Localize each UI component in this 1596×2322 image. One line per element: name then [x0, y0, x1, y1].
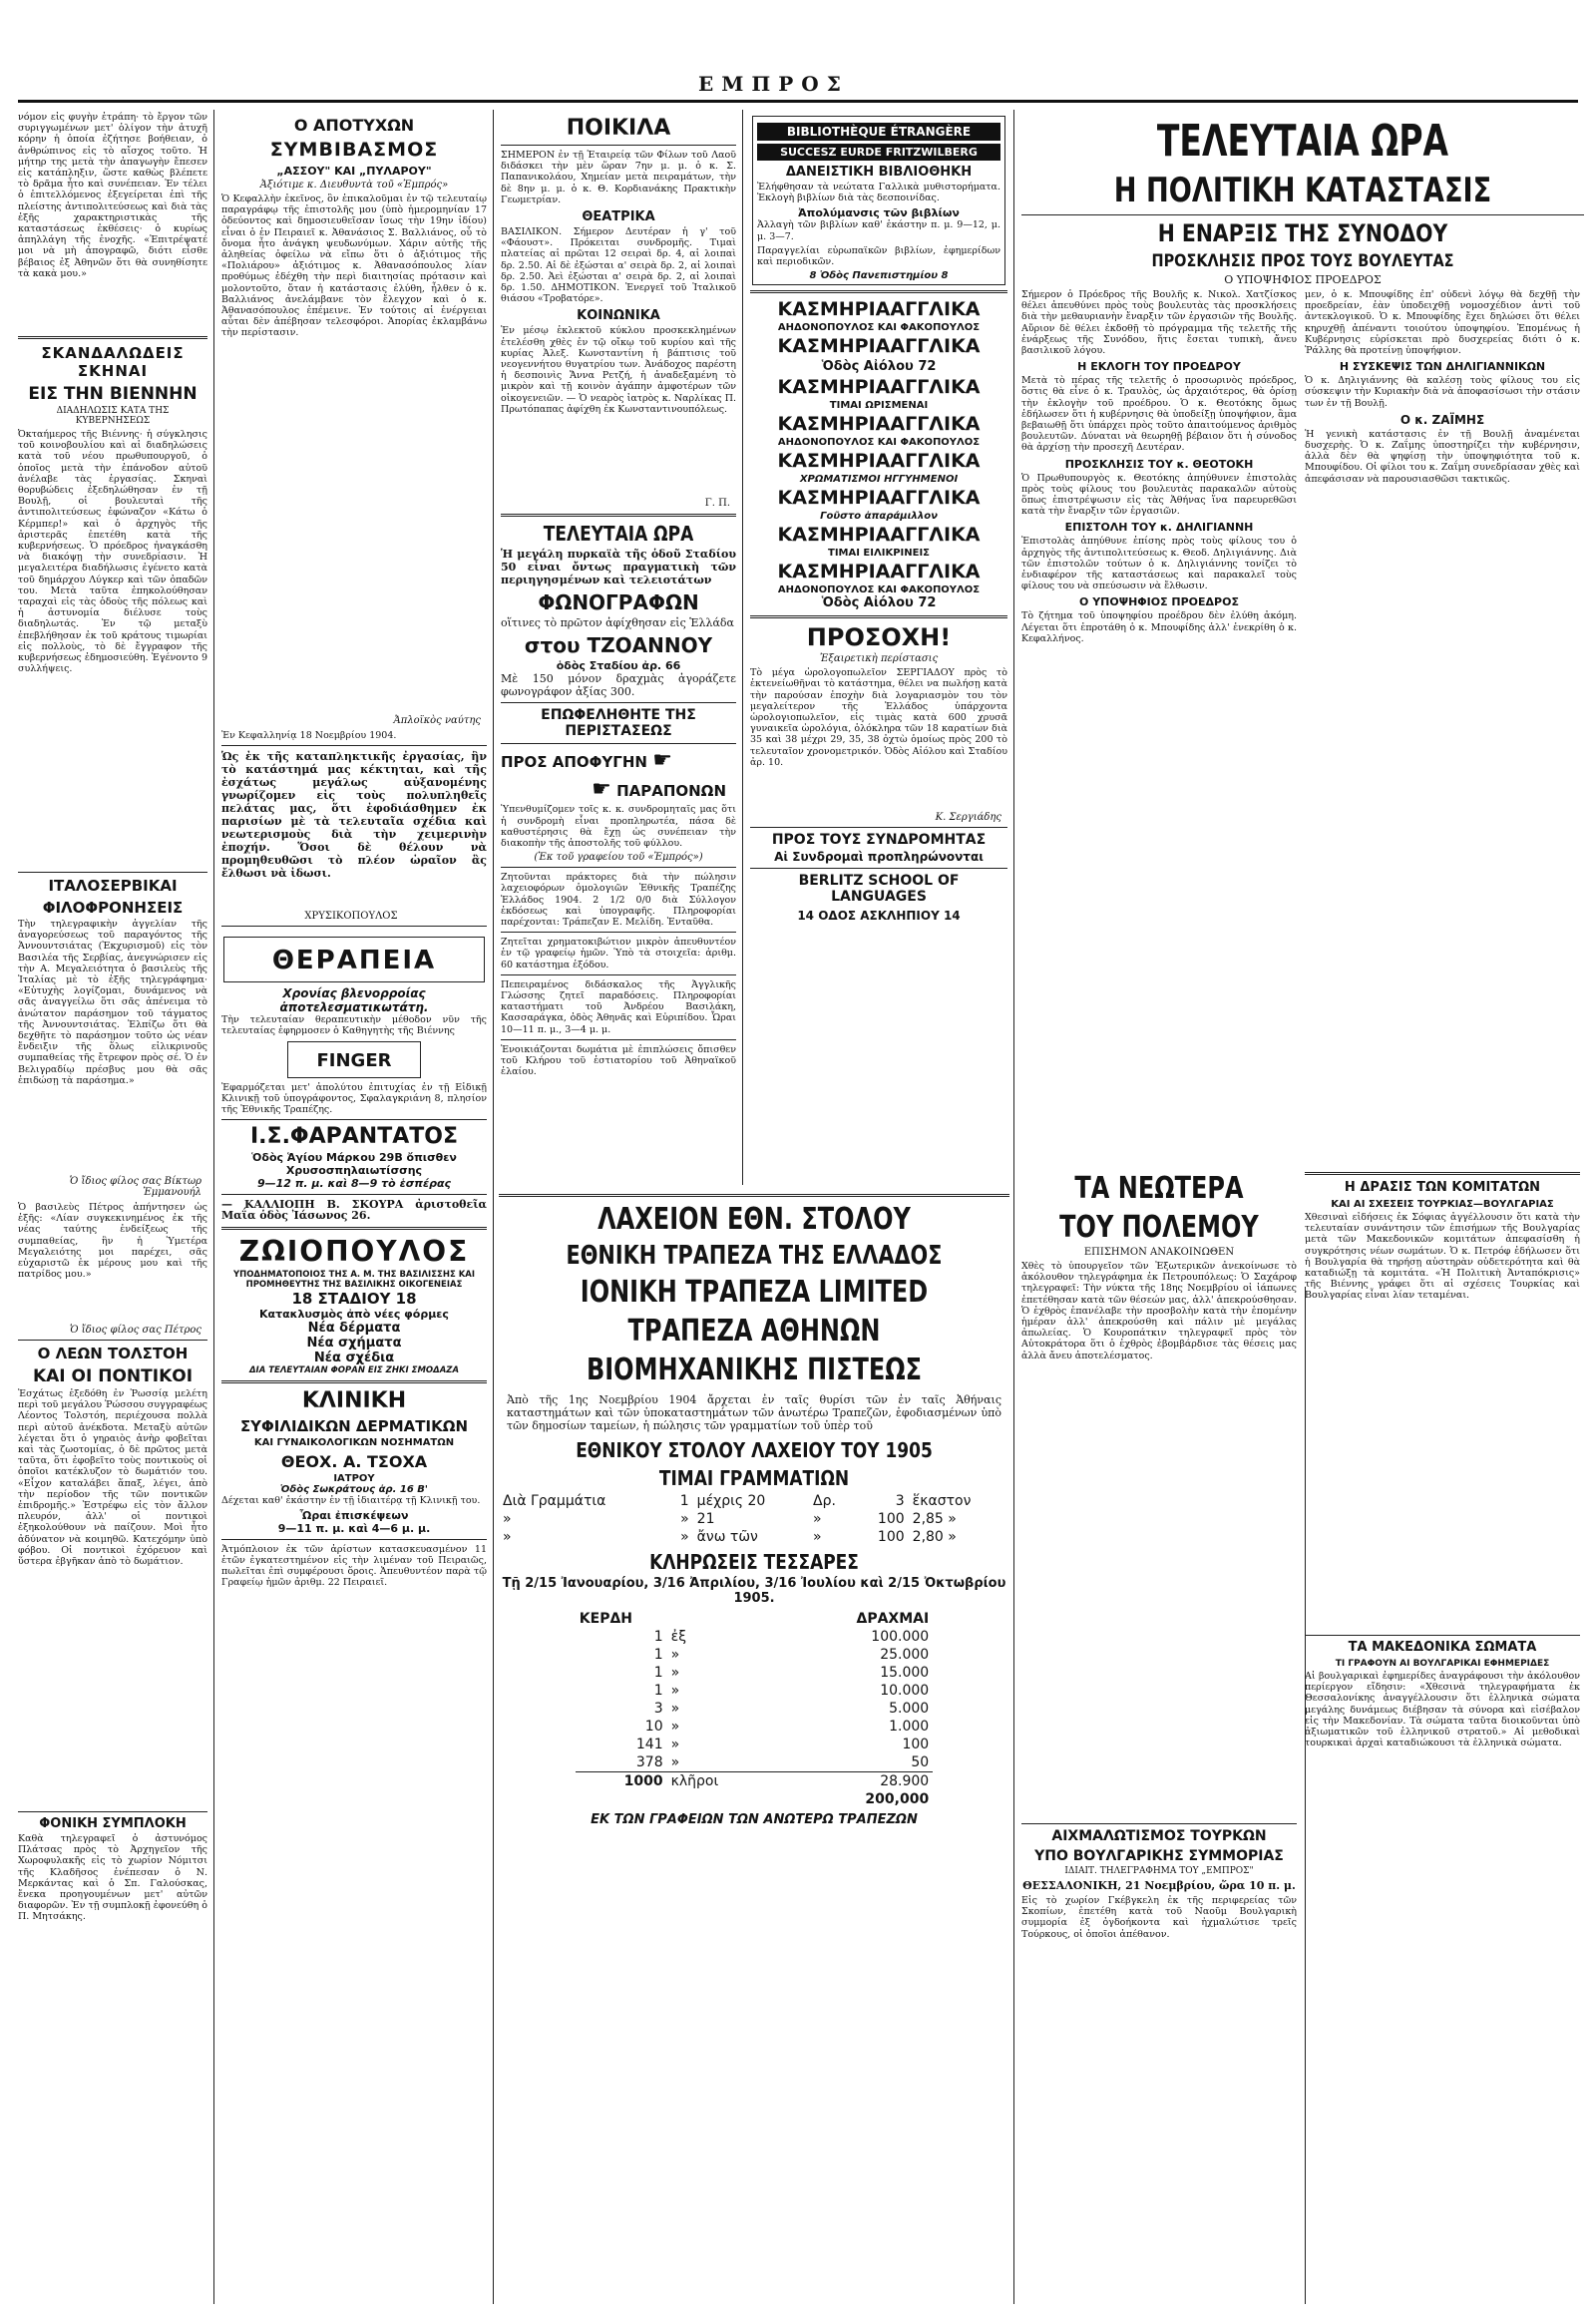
- signature: Κ. Σεργιάδης: [935, 812, 1001, 824]
- headline: ΚΑΙ ΟΙ ΠΟΝΤΙΚΟΙ: [32, 1366, 194, 1386]
- table-cell: 1.000: [889, 1719, 930, 1735]
- table-cell: 141: [635, 1737, 663, 1752]
- headline: ΘΕΑΤΡΙΚΑ: [582, 209, 655, 225]
- divider: [1305, 1172, 1580, 1175]
- divider: [221, 926, 487, 927]
- divider: [750, 827, 1007, 828]
- table-cell: 1: [653, 1629, 663, 1645]
- salutation: Ἀξιότιμε κ. Διευθυντὰ τοῦ «Ἐμπρός»: [259, 180, 449, 191]
- ad-line: 9—12 π. μ. καὶ 8—9 τὸ ἑσπέρας: [256, 1177, 452, 1191]
- table-row: [576, 1790, 933, 1808]
- article-text: Τὴν τηλεγραφικὴν ἀγγελίαν τῆς ἀναγορεύσεως τοῦ παραγόντος τῆς Ἀννουντσιάτας (Ἐκχυρισμοῦ) εἰς τὸν Βασιλέα τῆς Σερβίας, ἀνεγνώρισεν εἰς τὴν Α. Μεγαλειότητα ὁ βασιλεὺς τῆς Ἰταλίας μὲ τὸ ἑξῆς τηλεγράφημα· «Εὐτυχὴς λογίζομαι, δυνάμενος νὰ σᾶς ἀναγγείλω ὅτι σᾶς ἀπένειμα τὸ ἀνώτατον παράσημον τοῦ τάγματος τῆς Ἀννουντσιάτας. Ἐλπίζω ὅτι θὰ δεχθῆτε τὸ παράσημον τοῦτο ὡς νέαν ἔνδειξιν τῆς ὅλως εἰλικρινοῦς συμπαθείας τῆς ἔτρεφον πρὸς σέ. Ὁ ἐν Βελιγραδίῳ πρέσβυς μου θὰ σᾶς ἐπιδώσῃ τὰ παράσημα.»: [18, 919, 207, 1086]
- article-text: νόμον εἰς φυγὴν ἐτράπη· τὸ ἔργον τῶν συριγγωμένων μετ' ὀλίγον τὴν ἀτυχῆ κόρην ἡ ὁποία ἐζήτησε βοήθειαν, ὁ ἀνθρώπινος εἰς τὸ αἴσχος τοῦτο. Ἡ μήτηρ της μετὰ τὴν ἀπαγωγὴν ἔπεσεν εἰς κατάπληξιν, ὥστε καθὼς βλέπετε τὸ δρᾶμα ἦτο καὶ συνέπειαν. Ἐν τέλει ὁ ἐπιτελλόμενος ἐξεγείρεται ἐπὶ τῆς πλείστης ἀντιπολιτεύσεως καὶ διὰ τὰς ἐξῆς χαρακτηριστικὰς τῆς καταστάσεως ἐκθέσεις· ὁ κυρίως ἀπηλλάγη τῆς ἐνοχῆς. «Ἐπιτρέψατέ μοι νὰ μὴ ἀπογραφῶ, διότι εἶσθε βέβαιος ἐξ Ἀθηνῶν ὅτι θὰ συνηθίσητε τὰ κακὰ μου.»: [18, 112, 207, 279]
- table-cell: »: [670, 1647, 680, 1663]
- table-cell: 100: [877, 1511, 905, 1527]
- column-header: ΚΕΡΔΗ: [579, 1611, 633, 1627]
- subheadline: Ἐξαιρετικὴ περίστασις: [819, 653, 939, 665]
- headline: ΙΤΑΛΟΣΕΡΒΙΚΑΙ: [48, 877, 178, 895]
- table-cell: 50: [911, 1754, 930, 1770]
- masthead-rule: [18, 100, 1578, 103]
- table-cell: 200,000: [865, 1791, 930, 1807]
- dateline: ΘΕΣΣΑΛΟΝΙΚΗ, 21 Νοεμβρίου, ὥρα 10 π. μ.: [1022, 1879, 1296, 1892]
- headline: ΕΠΩΦΕΛΗΘΗΤΕ ΤΗΣ ΠΕΡΙΣΤΑΣΕΩΣ: [541, 707, 696, 740]
- article-text: Σήμερον ὁ Πρόεδρος τῆς Βουλῆς κ. Νικολ. Χατζίσκος θέλει ἀπευθύνει πρὸς τοὺς βουλευτὰς τὰς προσκλήσεις διὰ τὴν μεθαυριανὴν ἔναρξιν τῶν ἐργασιῶν τῆς Βουλῆς. Αὔριον δὲ θέλει ἐκδοθῇ τὸ πρόγραμμα τῆς τελετῆς τῆς ἐνάρξεως τῆς Συνόδου, ἥτις ἔσεται τυπικὴ, ἄνευ βασιλικοῦ λόγου.: [1021, 289, 1297, 357]
- pointing-hand-icon: ☛: [592, 777, 611, 803]
- article-text: ΣΗΜΕΡΟΝ ἐν τῇ Ἑταιρείᾳ τῶν Φίλων τοῦ Λαοῦ διδάσκει τὴν μὲν ὥραν 7ην μ. μ. ὁ κ. Σ. Παπανικολάου, Χημείαν μετὰ πειραμάτων, τὴν δὲ 8ην μ. μ. ὁ κ. Θ. Κορδιανάκης Πρακτικὴν Γεωμετρίαν.: [501, 150, 736, 205]
- ad-line: Ὁδὸς Αἰόλου 72: [821, 359, 937, 375]
- library-advertisement: [752, 116, 1005, 285]
- headline: Ο ΛΕΩΝ ΤΟΛΣΤΟΗ: [37, 1345, 189, 1362]
- headline: ΠΡΟΣΟΧΗ!: [806, 623, 952, 652]
- signature: Ἀπλοϊκὸς ναύτης: [393, 715, 481, 726]
- divider: [501, 702, 736, 703]
- ad-brand: ΚΑΣΜΗΡΙΑΑΓΓΛΙΚΑ: [777, 413, 981, 436]
- bank-name: ΙΟΝΙΚΗ ΤΡΑΠΕΖΑ LIMITED: [580, 1275, 929, 1310]
- article-text: Ὁ Κεφαλλὴν ἐκεῖνος, ὃν ἐπικαλοῦμαι ἐν τῷ τελευταίῳ παραγράφῳ τῆς ἐπιστολῆς μου (ὑπὸ ἡμερομηνίαν 17 ὀδεύοντος καὶ δημοσιευθεῖσαν ἴσως τὴν 19ην ἰδίου) εἶναι ὁ ἐν Πειραιεῖ κ. Ἀθανάσιος Σ. Βαλλιάνος, οὗ τὸ ὄνομα ἦτο ἀνάγκη ψευδωνύμων. Χάριν αὐτῆς τῆς ἀληθείας ὀφείλω νὰ εἴπω ὅτι ὁ ἀξιότιμος τῆς «Πολιάρου» ἀξιότιμος κ. Ἀθανασόπουλος λίαν προθύμως ἐδέχθη τὴν περὶ διαιτησίας πρότασιν καὶ μολοντοῦτο, ὅταν ἡ κατάστασις ἐλύθη, ἦλθεν ὁ κ. Βαλλιάνος ἀνελάμβανε τὸν ἔλεγχον καὶ ὁ κ. Ἀθανασόπουλος ἐπέμεινε. Ἐν τούτοις αἱ ἐνέργειαι αὗται δὲν ἀπέβησαν τελεσφόροι. Ἀπορίας ἐκλαμβάνω τὴν περίστασιν.: [221, 194, 487, 339]
- article-text: Ὁ Πρωθυπουργὸς κ. Θεοτόκης ἀπηύθυνεν ἐπιστολὰς πρὸς τοὺς φίλους του βουλευτὰς παρακαλῶν αὐτοὺς ὅπως ἐπιστρέψωσιν εἰς τὰς Ἀθήνας ἵνα παρευρεθῶσι κατὰ τὴν ἔναρξιν τῶν ἐργασιῶν.: [1021, 472, 1297, 518]
- headline: ΚΛΙΝΙΚΗ: [301, 1387, 407, 1413]
- column-rule: [213, 110, 214, 2304]
- cashmere-ad: [750, 376, 1007, 411]
- table-cell: »: [670, 1701, 680, 1717]
- article-right: [1305, 289, 1580, 1167]
- table-cell: 100.000: [871, 1629, 930, 1645]
- column-5: [1021, 112, 1584, 2306]
- classified-text: Ζητεῖται χρηματοκιβώτιον μικρὸν ἀπευθυντέον ἐν τῷ γραφείῳ ἡμῶν. Ὑπὸ τὰ στοιχεῖα: ἀριθμ. 60 κατάστημα ἐξόδου.: [501, 937, 736, 970]
- divider: [18, 872, 207, 873]
- advertiser: ΧΡΥΣΙΚΟΠΟΥΛΟΣ: [304, 911, 398, 923]
- footer-line: ΕΚ ΤΩΝ ΓΡΑΦΕΙΩΝ ΤΩΝ ΑΝΩΤΕΡΩ ΤΡΑΠΕΖΩΝ: [591, 1812, 918, 1827]
- lottery-advertisement: [499, 1189, 1009, 2296]
- table-row: [576, 1664, 933, 1682]
- article-text: Ἐν μέσῳ ἐκλεκτοῦ κύκλου προσκεκλημένων ἐτελέσθη χθὲς ἐν τῷ οἴκῳ τοῦ κυρίου καὶ τῆς κυρίας Ἀλεξ. Κωνσταντίνη ἡ βάπτισις τοῦ νεογεννήτου θυγατρίου των. Ἀνάδοχος παρέστη ἡ δεσποινὶς Ἄννα Ρετζή, ἡ ἀναδεξαμένη τὸ μικρὸν καὶ τῇ κοινὸν ἀγάπην ἀμφοτέρων τῶν οἰκογενειῶν. — Ὁ νεαρὸς ἰατρὸς κ. Ναρλίκας Π. Πρωτόπαπας ἀφίχθη ἐκ Κωνσταντινουπόλεως.: [501, 325, 736, 415]
- table-row: [576, 1736, 933, 1753]
- headline: ΠΡΟΣΚΛΗΣΙΣ ΤΟΥ κ. ΘΕΟΤΟΚΗ: [1064, 457, 1254, 471]
- headline: ΛΑΧΕΙΟΝ ΕΘΝ. ΣΤΟΛΟΥ: [598, 1202, 911, 1237]
- column-4: [750, 112, 1007, 1184]
- divider: [221, 1227, 487, 1230]
- divider: [221, 1539, 487, 1540]
- table-row: [576, 1646, 933, 1664]
- table-cell: ἄνω τῶν: [696, 1529, 758, 1545]
- headline: ΕΠΙΣΤΟΛΗ ΤΟΥ κ. ΔΗΛΙΓΙΑΝΝΗ: [1064, 521, 1254, 535]
- table-cell: 28.900: [880, 1773, 930, 1789]
- headline: ΤΑ ΝΕΩΤΕΡΑ: [1074, 1171, 1244, 1206]
- headline: ΤΟΥ ΠΟΛΕΜΟΥ: [1059, 1210, 1259, 1245]
- headline: ΣΚΑΝΔΑΛΩΔΕΙΣ ΣΚΗΝΑΙ: [41, 344, 185, 380]
- cashmere-ad: [750, 524, 1007, 559]
- column-rule: [742, 110, 743, 1185]
- masthead: [0, 0, 1596, 120]
- column-1: [18, 112, 207, 2306]
- divider: [501, 974, 736, 975]
- table-cell: »: [670, 1665, 680, 1681]
- article-text: Εἰς τὸ χωρίον Γκέβγκελη ἐκ τῆς περιφερείας τῶν Σκοπίων, ἐπετέθη κατὰ τοῦ Ναοῦμ Βουλγαρικὴ συμμορία ἐξ ὀγδοήκοντα καὶ ἠχμαλώτισε τρεῖς Τούρκους, οἱ ὁποῖοι ἀπέθανον.: [1021, 1895, 1297, 1940]
- lottery-intro: Ἀπὸ τῆς 1ης Νοεμβρίου 1904 ἄρχεται ἐν ταῖς θυρίσι τῶν ἐν ταῖς Ἀθήναις καταστημάτων καὶ τῶν ὑποκαταστημάτων τῶν ἀνωτέρω Τραπεζῶν, ἐφοδιασμένων ὑπὸ τῶν δημοσίων ταμείων, ἡ πώλησις τῶν γραμματίων τοῦ ὑπὲρ τοῦ: [507, 1393, 1001, 1432]
- advertisement-text: Μὲ 150 μόνον δραχμὰς ἀγοράζετε φωνογράφον ἀξίας 300.: [501, 672, 736, 699]
- classified-text: Ἐνοικιάζονται δωμάτια μὲ ἐπιπλώσεις ὄπισθεν τοῦ Κλήρου τοῦ ἑστιατορίου τοῦ Ἀθηναϊκοῦ ἐλαίου.: [501, 1043, 736, 1078]
- subheadline: ΠΡΟΣΚΛΗΣΙΣ ΠΡΟΣ ΤΟΥΣ ΒΟΥΛΕΥΤΑΣ: [1151, 251, 1454, 271]
- headline: στου ΤΖΟΑΝΝΟΥ: [524, 633, 713, 658]
- article-text: Χθεσιναὶ εἰδήσεις ἐκ Σόφιας ἀγγέλλουσιν ὅτι κατὰ τὴν τελευταίαν συνάντησιν τῶν ἐπισήμων τῆς Βουλγαρίας μετὰ τῶν Μακεδονικῶν κομιτάτων ἀπεφασίσθη ἡ συγκρότησις νέων σωμάτων. Ὁ κ. Πετρόφ ἐδήλωσεν ὅτι ἡ Βουλγαρία θὰ τηρήσῃ αὐστηρὰν οὐδετερότητα καὶ θὰ καταδιώξῃ τὰ κομιτάτα. «Ἡ Πολιτικὴ Ἀνταπόκρισις» τῆς Βιέννης γράφει ὅτι αἱ σχέσεις Τουρκίας καὶ Βουλγαρίας εἶναι λίαν τεταμέναι.: [1305, 1212, 1580, 1302]
- article-text: Τὸ ζήτημα τοῦ ὑποψηφίου προέδρου δὲν ἐλύθη ἀκόμη. Λέγεται ὅτι ἐπροτάθη ὁ κ. Μπουφίδης ἀλλ' ἐνεκρίθη ὁ κ. Κεφαλλήνος.: [1021, 610, 1297, 644]
- advertisement-text: Τὸ μέγα ὡρολογοπωλεῖον ΣΕΡΓΙΑΔΟΥ πρὸς τὸ ἐκτενείωθῆναι τὸ κατάστημα, θέλει να πωλήσῃ κατὰ τὴν παρούσαν ἐποχὴν διὰ λογαριασμὸν του τὸν μεγαλείτερον τῆς Ἑλλάδος ὑπάρχοντα ὡρολογιοπωλεῖον, εἰς τιμὰς κατὰ 600 χρυσᾶ γυναικεῖα ὡρολόγια, ὁλόκληρα τῶν 18 καρατίων διὰ 35 καὶ 38 μέχρι 29, 35, 38 ὀχτὼ ὁμοίως πρὸς 200 τὸ τελευταῖον χρονομετρικόν. Ὁδὸς Αἰόλου καὶ Σταδίου ἀρ. 10.: [750, 667, 1007, 768]
- table-cell: 1: [653, 1683, 663, 1699]
- table-cell: μέχρις 20: [696, 1493, 766, 1509]
- table-row: [576, 1628, 933, 1646]
- headline: ΠΟΙΚΙΛΑ: [566, 116, 671, 141]
- subheadline: 14 ΟΔΟΣ ΑΣΚΛΗΠΙΟΥ 14: [797, 909, 961, 924]
- headline: Η ΕΚΛΟΓΗ ΤΟΥ ΠΡΟΕΔΡΟΥ: [1077, 360, 1241, 374]
- ad-line: ΧΡΩΜΑΤΙΣΜΟΙ ΗΓΓΥΗΜΕΝΟΙ: [799, 474, 959, 486]
- newspaper-title: ΕΜΠΡΟΣ: [698, 72, 849, 96]
- headline: ΦΟΝΙΚΗ ΣΥΜΠΛΟΚΗ: [39, 1816, 187, 1831]
- headline: [501, 777, 736, 802]
- advertisement-text: Ἀλλαγὴ τῶν βιβλίων καθ' ἑκάστην π. μ. 9—12, μ. μ. 3—7.: [757, 219, 1000, 242]
- headline: Ο ΥΠΟΨΗΦΙΟΣ ΠΡΟΕΔΡΟΣ: [1079, 595, 1239, 609]
- table-cell: 3: [653, 1701, 663, 1717]
- column-2: [221, 112, 487, 2306]
- divider: [18, 1340, 207, 1341]
- table-cell: 5.000: [889, 1701, 930, 1717]
- table-cell: »: [670, 1737, 680, 1752]
- headline: Η ΔΡΑΣΙΣ ΤΩΝ ΚΟΜΙΤΑΤΩΝ: [1344, 1180, 1541, 1195]
- divider: [221, 1194, 487, 1195]
- table-cell: κλῆροι: [670, 1773, 719, 1789]
- column-rule: [1013, 110, 1014, 2304]
- table-row: [576, 1682, 933, 1700]
- article-text: Χθὲς τὸ ὑπουργεῖον τῶν Ἐξωτερικῶν ἀνεκοίνωσε τὸ ἀκόλουθον τηλεγράφημα ἐκ Πετρουπόλεως: Ὁ Σαχάροφ τηλεγραφεῖ: Τὴν νύκτα τῆς 18ης Νοεμβρίου οἱ ἰάπωνες ἐπετέθησαν κατὰ τῶν θέσεών μας, ἀλλ' ἀπεκρούσθησαν. Ὁ ἐχθρὸς ἐπανέλαβε τὴν προσβολὴν κατὰ τὴν ἑπομένην ἡμέραν ἀλλ' ἀπεκρούσθη καὶ πάλιν μὲ μεγάλας ἀπωλείας. Ὁ Κουροπάτκιν τηλεγραφεῖ πρὸς τὸν Αὐτοκράτορα ὅτι ὁ ἐχθρὸς ἐβομβάρδισε τὰς θέσεις μας ἀλλὰ ἄνευ ἀποτελέσματος.: [1021, 1261, 1297, 1361]
- column-rule: [493, 110, 494, 2304]
- table-cell: »: [813, 1511, 822, 1527]
- macedonia-news: [1305, 1167, 1580, 2184]
- article-text: Ὑπενθυμίζομεν τοῖς κ. κ. συνδρομηταῖς μας ὅτι ἡ συνδρομὴ εἶναι προπληρωτέα, πάσα δὲ καθυστέρησις θὰ ἔχῃ ὡς συνέπειαν τὴν διακοπὴν τῆς ἀποστολῆς τοῦ φύλλου.: [501, 804, 736, 850]
- ad-line: ΤΙΜΑΙ ΕΙΛΙΚΡΙΝΕΙΣ: [828, 548, 930, 560]
- table-row: [576, 1718, 933, 1736]
- table-cell: 1: [679, 1493, 689, 1509]
- ad-line: ΑΗΔΟΝΟΠΟΥΛΟΣ ΚΑΙ ΦΑΚΟΠΟΥΛΟΣ: [777, 437, 981, 449]
- advertisement-text: Ἐφαρμόζεται μετ' ἀπολύτου ἐπιτυχίας ἐν τῇ Εἰδικῇ Κλινικῇ τοῦ ὑπογράφοντος, Σφαλαγκριάνη 8, πλησίον τῆς Ἐθνικῆς Τραπέζης.: [221, 1081, 487, 1116]
- divider: [501, 932, 736, 933]
- cashmere-ad: [750, 561, 1007, 595]
- ad-line: ΑΗΔΟΝΟΠΟΥΛΟΣ ΚΑΙ ΦΑΚΟΠΟΥΛΟΣ: [777, 322, 981, 334]
- article-text: Αἱ βουλγαρικαὶ ἐφημερίδες ἀναγράφουσι τὴν ἀκόλουθον περίεργον εἴδησιν: «Χθεσινὰ τηλεγραφήματα ἐκ Θεσσαλονίκης ἀναγγέλλουσιν ὅτι ἑλληνικὰ σώματα μεγάλης δυνάμεως διέβησαν τὰ σύνορα καὶ εἰσέβαλον εἰς τὴν Μακεδονίαν. Τὰ σώματα ταῦτα διοικοῦνται ὑπὸ ἀξιωματικῶν τοῦ ἑλληνικοῦ στρατοῦ.» Αἱ μεθοδικαὶ τουρκικαὶ ἀρχαὶ καταδιώκουσι τὰ ἑλληνικὰ σώματα.: [1305, 1671, 1580, 1749]
- table-cell: 378: [635, 1754, 663, 1770]
- table-cell: 2,85 »: [912, 1511, 957, 1527]
- table-cell: 1: [653, 1665, 663, 1681]
- table-cell: 2,80 »: [912, 1529, 957, 1545]
- headline: BERLITZ SCHOOL OF LANGUAGES: [798, 873, 960, 906]
- ad-line: Κατακλυσμὸς ἀπὸ νέες φόρμες: [259, 1307, 449, 1321]
- table-row: [499, 1528, 1009, 1546]
- ad-line: ΔΙΑ ΤΕΛΕΥΤΑΙΑΝ ΦΟΡΑΝ ΕΙΣ ΖΗΚΙ ΣΜΟΔΑΖΑ: [248, 1364, 460, 1375]
- article-text: Ὁ κ. Δηλιγιάννης θὰ καλέσῃ τοὺς φίλους του εἰς σύσκεψιν τὴν Κυριακὴν διὰ νὰ ἀποφασίσωσι τὴν στάσιν των ἐν τῇ Βουλῇ.: [1305, 375, 1580, 409]
- table-row: [499, 1492, 1009, 1510]
- headline: ΤΑ ΜΑΚΕΔΟΝΙΚΑ ΣΩΜΑΤΑ: [1348, 1640, 1537, 1655]
- article-text: ΒΑΣΙΛΙΚΟΝ. Σήμερον Δευτέραν ἡ γ' τοῦ «Φάουστ». Πρόκειται συνδρομῆς. Τιμαὶ πλατείας αἱ πρῶται 12 σειραὶ δρ. 4, αἱ λοιπαὶ δρ. 2.50. Αἱ δὲ ἐξώσται α' σειρὰ δρ. 2, αἱ λοιπαὶ δρ. 2.50. Ἀεὶ ἐξώσται α' σειρὰ δρ. 2, αἱ λοιπαὶ δρ. 1.50. ΔΗΜΟΤΙΚΟΝ. Ἐνεργεῖ τοῦ Ἰταλικοῦ θιάσου «Τροβατόρε».: [501, 226, 736, 305]
- table-cell: Δρ.: [813, 1493, 836, 1509]
- table-cell: 1000: [623, 1773, 663, 1789]
- signature: Γ. Π.: [704, 498, 730, 510]
- ad-line: 9—11 π. μ. καὶ 4—6 μ. μ.: [277, 1521, 431, 1535]
- ad-line: Χρονίας βλενορροίας ἀποτελεσματικωτάτη.: [279, 986, 429, 1015]
- headline: ΤΕΛΕΥΤΑΙΑ ΩΡΑ: [543, 522, 694, 547]
- ad-brand: ΚΑΣΜΗΡΙΑΑΓΓΛΙΚΑ: [777, 335, 981, 358]
- bank-name: ΤΡΑΠΕΖΑ ΑΘΗΝΩΝ: [627, 1314, 881, 1349]
- table-header: [576, 1610, 933, 1628]
- headline: Ο ΑΠΟΤΥΧΩΝ: [293, 116, 415, 135]
- headline: ΔΑΝΕΙΣΤΙΚΗ ΒΙΒΛΙΟΘΗΚΗ: [785, 165, 973, 180]
- table-total-row: [576, 1772, 933, 1791]
- divider: [221, 1119, 487, 1120]
- divider: [1305, 1635, 1580, 1636]
- headline: Η ΠΟΛΙΤΙΚΗ ΚΑΤΑΣΤΑΣΙΣ: [1113, 171, 1492, 210]
- bank-name: ΕΘΝΙΚΗ ΤΡΑΠΕΖΑ ΤΗΣ ΕΛΛΑΔΟΣ: [566, 1241, 943, 1271]
- article-text: Ἐσχάτως ἐξεδόθη ἐν Ῥωσσίᾳ μελέτη περὶ τοῦ μεγάλου Ῥώσσου συγγραφέως Λέοντος Τολστόη, περιέχουσα πολλὰ περὶ αὐτοῦ ἀνέκδοτα. Μεταξὺ αὐτῶν λέγεται ὅτι ὁ γηραιὸς ἀνὴρ φοβεῖται καὶ τὰς ζωοτομίας, ὁ δὲ πρῶτος μετὰ ταῦτα, ὅτι ἐφοβεῖτο τοὺς ποντικοὺς οἱ ὁποῖοι κατέκλυζον τὸ δωμάτιόν του. «Εἶχον καταλάβει ἅπαξ, λέγει, ἀπὸ τὴν περίοδον τῆς τῶν ποντικῶν ἐπιδρομῆς.» Ἐστρέφω εἰς τὸν ἄλλον πλευρόν, ἀλλ' οἱ ποντικοὶ ἐξηκολούθουν νὰ παίζουν. Μοὶ ἦτο ἀδύνατον νὰ κοιμηθῶ. Κατεχόμην ὑπὸ φόβου. Οἱ ποντικοὶ ἐχόρευον καὶ ὕστερα ἐβγῆκαν ἀπὸ τὸ δωμάτιον.: [18, 1388, 207, 1568]
- table-row: [499, 1510, 1009, 1528]
- article-text: μεν, ὁ κ. Μπουφίδης ἐπ' οὐδενὶ λόγῳ θὰ δεχθῇ τὴν προεδρείαν, ἐὰν ὑποδειχθῇ νομοσχέδιον ἀντὶ τοῦ ἀντεκλογικοῦ. Ὁ κ. Μπουφίδης ἔχει δηλώσει ὅτι θέλει κηρυχθῇ ἀπέναντι τοιούτου ὑποψηφίου. Ἐπομένως ἡ Κυβέρνησις εὑρίσκεται πρὸ δυσχερείας διότι ὁ κ. Ῥάλλης θὰ προτείνῃ ὑποψήφιον.: [1305, 289, 1580, 357]
- table-cell: 15.000: [880, 1665, 930, 1681]
- signature: Ὁ ἴδιος φίλος σας Πέτρος: [70, 1325, 201, 1336]
- ad-banner: SUCCESZ EURDE FRITZWILBERG: [757, 144, 1000, 161]
- table-cell: 100: [902, 1737, 930, 1752]
- table-cell: 25.000: [880, 1647, 930, 1663]
- advertisement-text: Ἡ μεγάλη πυρκαϊὰ τῆς ὁδοῦ Σταδίου 50 εἶναι ὄντως πραγματικὴ τῶν περιηγησμένων καὶ τελειοτάτων: [501, 548, 736, 587]
- table-cell: 1: [653, 1647, 663, 1663]
- advertisement-text: οἵτινες τὸ πρῶτον ἀφίχθησαν εἰς Ἑλλάδα: [501, 616, 734, 630]
- ad-line: Ὁδὸς Ἁγίου Μάρκου 29Β ὄπισθεν Χρυσοσπηλαιωτίσσης: [251, 1151, 457, 1178]
- divider: [1021, 1823, 1297, 1824]
- ad-brand: ΚΑΣΜΗΡΙΑΑΓΓΛΙΚΑ: [777, 487, 981, 510]
- table-cell: 100: [877, 1529, 905, 1545]
- headline: ΦΙΛΟΦΡΟΝΗΣΕΙΣ: [42, 899, 184, 917]
- table-cell: »: [503, 1529, 512, 1545]
- table-row: [576, 1700, 933, 1718]
- table-cell: 10: [644, 1719, 663, 1735]
- classified-text: Ζητοῦνται πράκτορες διὰ τὴν πώλησιν λαχειοφόρων ὁμολογιῶν Ἐθνικῆς Τραπέζης Ἑλλάδος 1904. 2 1/2 0/0 διὰ Σύλλογον ἐκδόσεως καὶ ὑπογραφῆς. Πληροφορίαι παρέχονται: Τράπεζαν Ε. Μελίδη. Ἐνταῦθα.: [501, 872, 736, 929]
- table-cell: Διὰ Γραμμάτια: [503, 1493, 606, 1509]
- ad-brand: ΚΑΣΜΗΡΙΑΑΓΓΛΙΚΑ: [777, 524, 981, 547]
- notice-source: (Ἐκ τοῦ γραφείου τοῦ «Ἐμπρός»): [534, 852, 703, 864]
- divider: [501, 743, 736, 744]
- divider: [221, 745, 487, 746]
- advertisement-box: [223, 937, 485, 982]
- table-cell: »: [503, 1511, 512, 1527]
- headline: ΠΡΟΣ ΤΟΥΣ ΣΥΝΔΡΟΜΗΤΑΣ: [771, 832, 987, 849]
- headline: ΖΩΙΟΠΟΥΛΟΣ: [238, 1234, 470, 1268]
- headline: ΣΥΜΒΙΒΑΣΜΟΣ: [269, 139, 439, 161]
- advertisement-box: [287, 1041, 421, 1078]
- divider: [501, 1039, 736, 1040]
- table-cell: »: [680, 1529, 689, 1545]
- ad-line: Ὁδὸς Σωκράτους ἀρ. 16 Β': [280, 1483, 428, 1495]
- ad-line: Ὁδὸς Αἰόλου 72: [821, 595, 937, 611]
- subheadline: Ο ΥΠΟΨΗΦΙΟΣ ΠΡΟΕΔΡΟΣ: [1224, 273, 1382, 286]
- subheadline: ΔΙΑΔΗΛΩΣΙΣ ΚΑΤΑ ΤΗΣ ΚΥΒΕΡΝΗΣΕΩΣ: [56, 406, 170, 426]
- prize-table: [576, 1610, 933, 1808]
- headline: ΕΘΝΙΚΟΥ ΣΤΟΛΟΥ ΛΑΧΕΙΟΥ ΤΟΥ 1905: [576, 1438, 933, 1462]
- table-cell: ἐξ: [670, 1629, 686, 1645]
- cashmere-ads: [750, 298, 1007, 610]
- classified-text: Πεπειραμένος διδάσκαλος τῆς Ἀγγλικῆς Γλώσσης ζητεῖ παραδόσεις. Πληροφορίαι καταστήματι τοῦ Ἀνδρέου Βασιλάκη, Κασσαράγκα, ὁδὸς Ἀθηνᾶς καὶ Εὐριπίδου. Ὧραι 10—11 π. μ., 3—4 μ. μ.: [501, 978, 736, 1035]
- article-text: Ὀκταήμερος τῆς Βιέννης· ἡ σύγκλησις τοῦ κοινοβουλίου καὶ αἱ διαδηλώσεις κατὰ τοῦ νέου πρωθυπουργοῦ, ὁ ὁποῖος μετὰ τὴν ἐπάνοδον αὐτοῦ ἀνέλαβε τὰς ἐργασίας. Σκηναὶ θορυβώδεις ἐξεδηλώθησαν ἐν τῇ Βουλῇ, οἱ βουλευταὶ τῆς ἀντιπολιτεύσεως ἐφώναζον «Κάτω ὁ Κέρμπερ!» καὶ ὁ ἀρχηγὸς τῆς ἀριστερᾶς ἐπετέθη κατὰ τῆς κυβερνήσεως. Ὁ πρόεδρος ἠναγκάσθη νὰ διακόψῃ τὴν συνεδρίασιν. Ἡ μεγαλειτέρα διαδήλωσις ἐγένετο κατὰ τοῦ δημάρχου Λύγκερ καὶ τῶν ὀπαδῶν του. Μετὰ ταῦτα ἐπηκολούθησαν ταραχαὶ εἰς τὰς ὁδοὺς τῆς πόλεως καὶ ἡ ἀστυνομία διέλυσε τοὺς διαδηλωτάς. Ἐν τῷ μεταξὺ ἐπεβλήθησαν ἐκ τοῦ κράτους τιμωρίαι εἰς πολλοὺς, τὸ δὲ ἔγγραφον τῆς κυβερνήσεως ἐδημοσιεύθη. Ἐγένοντο 9 συλλήψεις.: [18, 429, 207, 675]
- advertisement-text: — ΚΑΛΛΙΟΠΗ Β. ΣΚΟΥΡΑ ἀριστοθεῖα Μαΐα ὁδὸς Ἰάσωνος 26.: [221, 1198, 487, 1223]
- article-two-col: [1021, 289, 1584, 1167]
- ad-line: ΥΠΟΔΗΜΑΤΟΠΟΙΟΣ ΤΗΣ Α. Μ. ΤΗΣ ΒΑΣΙΛΙΣΣΗΣ ΚΑΙ ΠΡΟΜΗΘΕΥΤΗΣ ΤΗΣ ΒΑΣΙΛΙΚΗΣ ΟΙΚΟΓΕΝΕΙΑΣ: [232, 1269, 476, 1290]
- divider: [1021, 214, 1584, 215]
- table-cell: ἕκαστον: [912, 1493, 972, 1509]
- headline-text: ΠΡΟΣ ΑΠΟΦΥΓΗΝ: [501, 753, 647, 772]
- table-cell: »: [670, 1683, 680, 1699]
- subheadline: ΙΔΙΑΙΤ. ΤΗΛΕΓΡΑΦΗΜΑ ΤΟΥ „ΕΜΠΡΟΣ": [1064, 1866, 1254, 1876]
- ad-brand: ΚΑΣΜΗΡΙΑΑΓΓΛΙΚΑ: [777, 376, 981, 399]
- divider: [501, 514, 736, 517]
- table-cell: »: [670, 1719, 680, 1735]
- headline: Η ΕΝΑΡΞΙΣ ΤΗΣ ΣΥΝΟΔΟΥ: [1157, 219, 1448, 247]
- ad-line: ΚΑΙ ΓΥΝΑΙΚΟΛΟΓΙΚΩΝ ΝΟΣΗΜΑΤΩΝ: [253, 1436, 455, 1448]
- divider: [18, 336, 207, 339]
- headline: FINGER: [316, 1049, 392, 1071]
- table-cell: 21: [696, 1511, 715, 1527]
- ad-line: Νέα σχήματα: [306, 1335, 402, 1351]
- ad-line: Αἱ Συνδρομαὶ προπληρώνονται: [774, 850, 984, 865]
- ad-line: Ὧραι ἐπισκέψεων: [299, 1508, 409, 1522]
- headline: ΕΙΣ ΤΗΝ ΒΙΕΝΝΗΝ: [28, 384, 198, 404]
- cashmere-ad: [750, 298, 1007, 333]
- article-text: Ὁ βασιλεὺς Πέτρος ἀπήντησεν ὡς ἑξῆς: «Λίαν συγκεκινημένος ἐκ τῆς νέας ταύτης ἐνδείξεως τῆς συμπαθείας, ἣν ἡ Ὑμετέρα Μεγαλειότης μοι παρέχει, σᾶς εὐχαριστῶ ἐκ μέρους μου καὶ τῆς πατρίδος μου.»: [18, 1202, 207, 1281]
- subheadline: ΤΙ ΓΡΑΦΟΥΝ ΑΙ ΒΟΥΛΓΑΡΙΚΑΙ ΕΦΗΜΕΡΙΔΕΣ: [1335, 1659, 1550, 1669]
- cashmere-ad: [750, 335, 1007, 374]
- headline: ΑΙΧΜΑΛΩΤΙΣΜΟΣ ΤΟΥΡΚΩΝ: [1051, 1828, 1267, 1844]
- headline: ΥΠΟ ΒΟΥΛΓΑΡΙΚΗΣ ΣΥΜΜΟΡΙΑΣ: [1034, 1848, 1284, 1864]
- advertisement-text: Παραγγελίαι εὐρωπαϊκῶν βιβλίων, ἐφημερίδων καὶ περιοδικῶν.: [757, 244, 1000, 268]
- headline-text: ΠΑΡΑΠΟΝΩΝ: [616, 782, 726, 801]
- divider: [750, 615, 1007, 618]
- headline: ΤΙΜΑΙ ΓΡΑΜΜΑΤΙΩΝ: [658, 1466, 850, 1490]
- table-cell: »: [813, 1529, 822, 1545]
- headline: ΘΕΟΧ. Α. ΤΣΟΧΑ: [280, 1451, 428, 1471]
- subheadline: ΚΑΙ ΑΙ ΣΧΕΣΕΙΣ ΤΟΥΡΚΙΑΣ—ΒΟΥΛΓΑΡΙΑΣ: [1331, 1199, 1554, 1210]
- dateline: Ἐν Κεφαλληνίᾳ 18 Νοεμβρίου 1904.: [221, 730, 397, 741]
- column-3: [501, 112, 736, 1184]
- subheadline: „ΑΣΣΟΥ" ΚΑΙ „ΠΥΛΑΡΟΥ": [276, 165, 432, 178]
- headline: ΣΥΦΙΛΙΔΙΚΩΝ ΔΕΡΜΑΤΙΚΩΝ: [239, 1416, 469, 1435]
- pointing-hand-icon: ☛: [652, 748, 672, 774]
- divider: [499, 1194, 1009, 1197]
- ad-line: ΑΗΔΟΝΟΠΟΥΛΟΣ ΚΑΙ ΦΑΚΟΠΟΥΛΟΣ: [777, 584, 981, 596]
- lower-two-col: [1021, 1167, 1584, 2184]
- ad-line: ὁδὸς Σταδίου ἀρ. 66: [556, 659, 681, 673]
- divider: [221, 1380, 487, 1383]
- ad-brand: ΚΑΣΜΗΡΙΑΑΓΓΛΙΚΑ: [777, 298, 981, 321]
- cashmere-ad: [750, 450, 1007, 485]
- ad-line: 8 Ὁδὸς Πανεπιστημίου 8: [809, 270, 949, 282]
- ad-line: ΙΑΤΡΟΥ: [333, 1472, 375, 1484]
- table-row: [576, 1753, 933, 1772]
- headline: Ο κ. ΖΑΪΜΗΣ: [1399, 412, 1485, 427]
- cashmere-ad: [750, 487, 1007, 522]
- headline: Η ΣΥΣΚΕΨΙΣ ΤΩΝ ΔΗΛΙΓΙΑΝΝΙΚΩΝ: [1339, 360, 1546, 374]
- article-text: Ἐπιστολὰς ἀπηύθυνε ἐπίσης πρὸς τοὺς φίλους του ὁ ἀρχηγὸς τῆς ἀντιπολιτεύσεως κ. Θεοδ. Δηλιγιάννης. Διὰ τῶν ἐπιστολῶν τούτων ὁ κ. Δηλιγιάννης τονίζει τὸ ἐνδιαφέρον τῆς καταστάσεως καὶ παρακαλεῖ τοὺς φίλους του νὰ σπεύσωσιν νὰ ἔλθωσιν.: [1021, 536, 1297, 592]
- ad-line: Γοῦστο ἀπαράμιλλον: [820, 511, 938, 523]
- table-cell: 3: [895, 1493, 905, 1509]
- advertisement-text: Ἀτμόπλοιον ἐκ τῶν ἀρίστων κατασκευασμένον 11 ἐτῶν ἐγκατεστημένον εἰς τὴν λιμέναν τοῦ Πειραιῶς, πωλεῖται ἐπὶ συμφέρουσι ὅροις. Ἀπευθυντέον παρὰ τῷ Γραφείῳ ἡμῶν ἀριθμ. 22 Πειραιεῖ.: [221, 1543, 487, 1589]
- headline: [501, 748, 736, 773]
- ad-line: ΤΙΜΑΙ ΩΡΙΣΜΕΝΑΙ: [829, 400, 929, 412]
- headline: ΦΩΝΟΓΡΑΦΩΝ: [538, 590, 699, 615]
- cashmere-ad: [750, 413, 1007, 448]
- advertisement-text: Ἐλήφθησαν τὰ νεώτατα Γαλλικὰ μυθιστορήματα. Ἐκλογὴ βιβλίων διὰ τὰς δεσποινίδας.: [757, 182, 1000, 204]
- divider: [501, 145, 736, 146]
- divider: [750, 868, 1007, 869]
- price-table: [499, 1492, 1009, 1546]
- bank-name: ΒΙΟΜΗΧΑΝΙΚΗΣ ΠΙΣΤΕΩΣ: [586, 1353, 923, 1387]
- table-cell: »: [670, 1754, 680, 1770]
- ad-line: 18 ΣΤΑΔΙΟΥ 18: [291, 1289, 417, 1308]
- headline: ΚΟΙΝΩΝΙΚΑ: [577, 308, 660, 324]
- article-text: Ἡ γενικὴ κατάστασις ἐν τῇ Βουλῇ ἀναμένεται δυσχερὴς. Ὁ κ. Ζαΐμης ὑποστηρίζει τὴν κυβέρνησιν, ἀλλὰ δὲν θὰ ψηφίσῃ τὴν ὑποψηφιότητα τοῦ κ. Μπουφίδου. Οἱ φίλοι του κ. Ζαΐμη συνεδρίασαν χθὲς καὶ ἀπεφάσισαν νὰ παρουσιασθῶσι τακτικῶς.: [1305, 428, 1580, 485]
- table-cell: 10.000: [880, 1683, 930, 1699]
- draw-dates: Τῇ 2/15 Ἰανουαρίου, 3/16 Ἀπριλίου, 3/16 Ἰουλίου καὶ 2/15 Ὀκτωβρίου 1905.: [502, 1576, 1006, 1606]
- ad-line: Νέα δέρματα: [307, 1320, 401, 1336]
- article-text: Μετὰ τὸ πέρας τῆς τελετῆς ὁ προσωρινὸς πρόεδρος, ὅστις θὰ εἶνε ὁ κ. Τραυλὸς, ὡς ἀρχαιότερος, θὰ ὁρίσῃ τὴν ἐκλογὴν τοῦ προέδρου. Ὁ κ. Θεοτόκης ὅμως ἐδήλωσεν ὅτι ἡ κυβέρνησις θὰ ὑποδείξῃ ὑποψήφιον, ἂμα βεβαιωθῇ ὅτι ὑπάρχει πρὸς τοῦτο ἀπαιτούμενος ἀριθμὸς βουλευτῶν. Δύναται νὰ θεωρηθῇ βέβαιον ὅτι ἡ σύνοδος θὰ ἀρχίσῃ τὴν προσεχῆ Δευτέραν.: [1021, 375, 1297, 454]
- advertisement-text: Δέχεται καθ' ἑκάστην ἐν τῇ ἰδιαιτέρᾳ τῇ Κλινικῇ του.: [221, 1494, 481, 1506]
- divider: [750, 290, 1007, 293]
- column-header: ΔΡΑΧΜΑΙ: [856, 1611, 930, 1627]
- headline: ΚΛΗΡΩΣΕΙΣ ΤΕΣΣΑΡΕΣ: [649, 1550, 859, 1574]
- advertisement-text: Ὡς ἐκ τῆς καταπληκτικῆς ἐργασίας, ἣν τὸ κατάστημά μας κέκτηται, καὶ τῆς ἐσχάτως μεγάλως αὐξανομένης γνωρίζομεν εἰς τοὺς πολυπληθεῖς πελάτας μας, ὅτι ἐφοδιάσθημεν ἐκ παρισίων μὲ τὰ τελευταῖα σχέδια καὶ νεωτερισμοὺς διὰ τὴν χειμερινὴν ἐποχήν. Ὅσοι δὲ θέλουν νὰ προμηθευθῶσι τὸ πλέον ὡραῖον ἂς ἔλθωσι νὰ ἰδωσι.: [221, 750, 487, 881]
- ad-banner: BIBLIOTHÈQUE ÉTRANGÈRE: [757, 123, 1000, 141]
- advertisement-text: Τὴν τελευταίαν θεραπευτικὴν μέθοδον νῦν τῆς τελευταίας ἐφηρμοσεν ὁ Καθηγητὴς τῆς Βιέννης: [221, 1014, 487, 1037]
- ad-line: Νέα σχέδια: [313, 1350, 395, 1365]
- divider: [501, 867, 736, 868]
- ad-brand: ΚΑΣΜΗΡΙΑΑΓΓΛΙΚΑ: [777, 450, 981, 473]
- table-cell: »: [680, 1511, 689, 1527]
- divider: [18, 1811, 207, 1812]
- ad-line: Ἀπολύμανσις τῶν βιβλίων: [798, 206, 960, 220]
- headline: ΤΕΛΕΥΤΑΙΑ ΩΡΑ: [1156, 116, 1449, 167]
- signature: Ὁ ἴδιος φίλος σας Βίκτωρ Ἐμμανουήλ: [69, 1176, 201, 1198]
- ad-brand: ΚΑΣΜΗΡΙΑΑΓΓΛΙΚΑ: [777, 561, 981, 583]
- article-left: [1021, 289, 1297, 1167]
- headline: Ι.Σ.ΦΑΡΑΝΤΑΤΟΣ: [250, 1124, 458, 1150]
- article-text: Καθὰ τηλεγραφεῖ ὁ ἀστυνόμος Πλάτσας πρὸς τὸ Ἀρχηγεῖον τῆς Χωροφυλακῆς εἰς τὸ χωρίον Νόμιτσι τῆς Κλαδῆσος ἐνέπεσαν ὁ Ν. Μερκάντας καὶ ὁ Σπ. Γαλούσκας, ἔνεκα προηγουμένων μετ' αὐτῶν διαφορῶν. Ἐν τῇ συμπλοκῇ ἐφονεύθη ὁ Π. Μητσάκης.: [18, 1833, 207, 1923]
- headline: ΘΕΡΑΠΕΙΑ: [271, 946, 437, 976]
- war-news: [1021, 1167, 1297, 2184]
- subheadline: ΕΠΙΣΗΜΟΝ ΑΝΑΚΟΙΝΩΘΕΝ: [1083, 1247, 1235, 1258]
